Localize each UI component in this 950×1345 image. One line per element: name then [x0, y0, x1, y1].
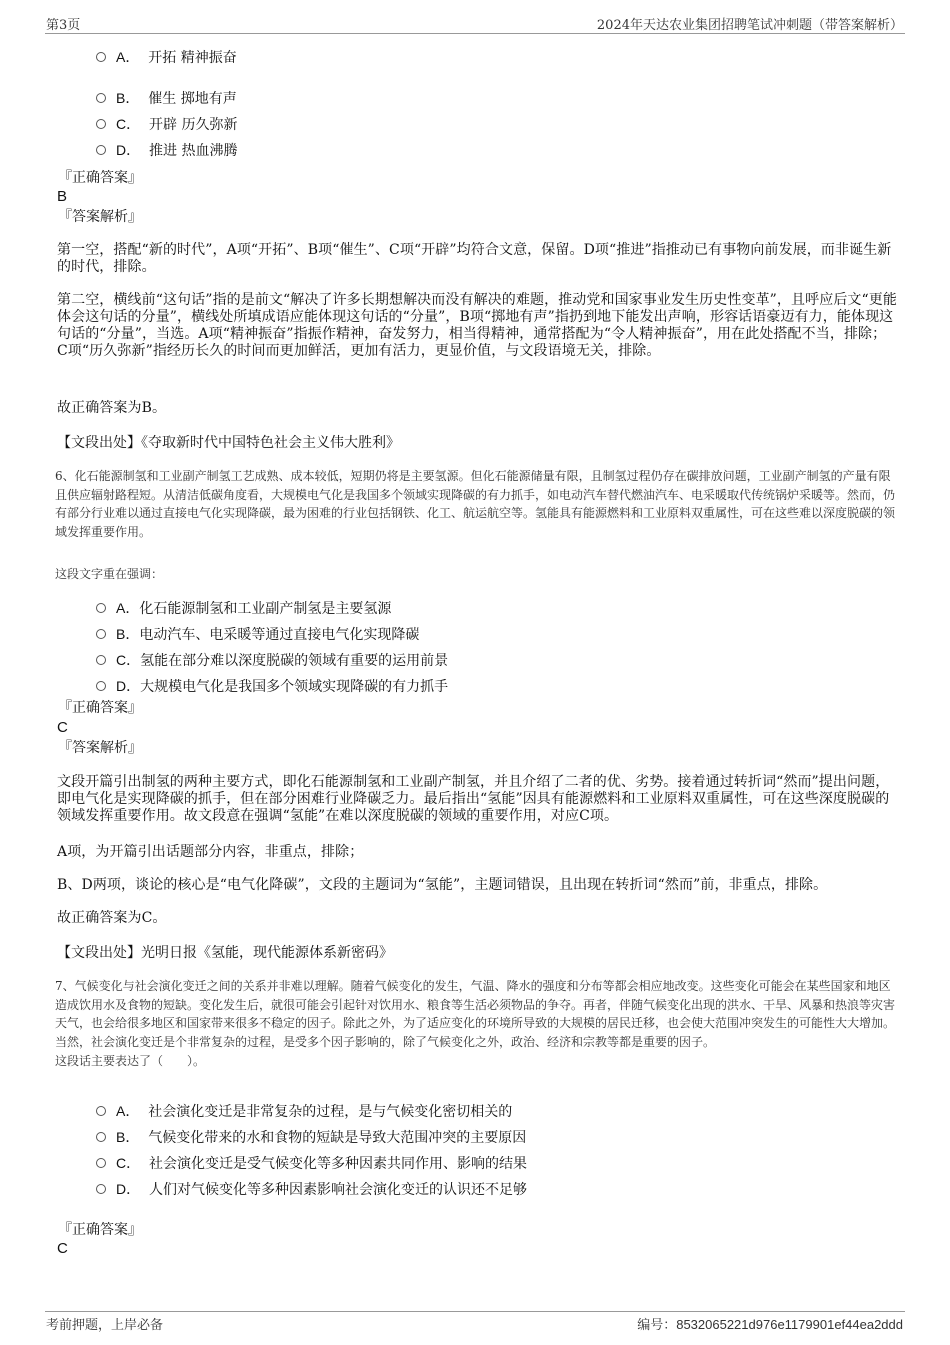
q5-option-a[interactable]: A． 开拓 精神振奋	[96, 48, 237, 67]
question-prompt: 这段文字重在强调：	[55, 567, 164, 581]
q6-option-c[interactable]: C．氢能在部分难以深度脱碳的领域有重要的运用前景	[96, 651, 448, 670]
footer-slogan: 考前押题，上岸必备	[46, 1318, 164, 1333]
analysis-paragraph: 第一空，搭配“新的时代”，A项“开拓”、B项“催生”、C项“开辟”均符合文意，保留。D项“推进”指推动已有事物向前发展，而非诞生新的时代，排除。	[57, 242, 892, 275]
question-stem: 6、化石能源制氢和工业副产制氢工艺成熟、成本较低，短期仍将是主要氢源。但化石能源储量有限，且制氢过程仍存在碳排放问题，工业副产制氢的产量有限且供应辐射路程短。从清洁低碳角度看，大规模电气化是我国多个领域实现降碳的有力抓手，如电动汽车替代燃油汽车、电采暖取代传统锅炉采暖等。然而，仍有部分行业难以通过直接电气化实现降碳，最为困难的行业包括钢铁、化工、航运航空等。氢能具有能源燃料和工业原料双重属性，可在这些难以深度脱碳的领域发挥重要作用。	[55, 469, 896, 539]
analysis-paragraph: B、D两项，谈论的核心是“电气化降碳”，文段的主题词为“氢能”，主题词错误，且出现在转折词“然而”前，非重点，排除。	[57, 877, 828, 893]
q7-option-a[interactable]: A． 社会演化变迁是非常复杂的过程，是与气候变化密切相关的	[96, 1102, 512, 1121]
option-text: 开拓 精神振奋	[148, 50, 237, 66]
radio-icon[interactable]	[96, 119, 106, 129]
source-citation: 【文段出处】《夺取新时代中国特色社会主义伟大胜利》	[57, 435, 400, 451]
radio-icon[interactable]	[96, 145, 106, 155]
option-text: 人们对气候变化等多种因素影响社会演化变迁的认识还不足够	[149, 1182, 528, 1198]
correct-answer: C	[57, 719, 68, 736]
option-text: 氢能在部分难以深度脱碳的领域有重要的运用前景	[140, 653, 449, 669]
radio-icon[interactable]	[96, 629, 106, 639]
q5-option-b[interactable]: B． 催生 掷地有声	[96, 89, 237, 108]
option-text: 开辟 历久弥新	[149, 117, 238, 133]
option-text: 化石能源制氢和工业副产制氢是主要氢源	[139, 601, 392, 617]
radio-icon[interactable]	[96, 655, 106, 665]
page-number: 第3页	[46, 18, 81, 33]
conclusion: 故正确答案为B。	[57, 400, 167, 416]
question-prompt: 这段话主要表达了（ ）。	[55, 1054, 206, 1068]
document-code: 编号：8532065221d976e1179901ef44ea2ddd	[637, 1317, 903, 1333]
correct-answer-label: 『正确答案』	[58, 1222, 142, 1238]
radio-icon[interactable]	[96, 1106, 106, 1116]
radio-icon[interactable]	[96, 52, 106, 62]
option-text: 大规模电气化是我国多个领域实现降碳的有力抓手	[140, 679, 449, 695]
option-text: 社会演化变迁是受气候变化等多种因素共同作用、影响的结果	[149, 1156, 528, 1172]
correct-answer-label: 『正确答案』	[58, 170, 142, 186]
question-stem: 7、气候变化与社会演化变迁之间的关系并非难以理解。随着气候变化的发生，气温、降水的强度和分布等都会相应地改变。这些变化可能会在某些国家和地区造成饮用水及食物的短缺。变化发生后，就很可能会引起针对饮用水、粮食等生活必须物品的争夺。再者，伴随气候变化出现的洪水、干旱、风暴和热浪等灾害天气，也会给很多地区和国家带来很多不稳定的因子。除此之外，为了适应变化的环境所导致的大规模的居民迁移，也会使大范围冲突发生的可能性大大增加。当然，社会演化变迁是个非常复杂的过程，是受多个因子影响的，除了气候变化之外，政治、经济和宗教等都是重要的因子。	[55, 979, 896, 1049]
analysis-paragraph: 第二空，横线前“这句话”指的是前文“解决了许多长期想解决而没有解决的难题，推动党和国家事业发生历史性变革”，且呼应后文“更能体会这句话的分量”，横线处所填成语应能体现这句话的“分量”，B项“掷地有声”指扔到地下能发出声响，形容话语豪迈有力，能体现这句话的“分量”，当选。A项“精神振奋”指振作精神，奋发努力，相当得精神，通常搭配为“令人精神振奋”，用在此处搭配不当，排除；C项“历久弥新”指经历长久的时间而更加鲜活，更加有活力，更显价值，与文段语境无关，排除。	[57, 292, 897, 359]
q6-option-b[interactable]: B．电动汽车、电采暖等通过直接电气化实现降碳	[96, 625, 419, 644]
correct-answer-label: 『正确答案』	[58, 700, 142, 716]
q7-option-c[interactable]: C． 社会演化变迁是受气候变化等多种因素共同作用、影响的结果	[96, 1154, 527, 1173]
option-text: 社会演化变迁是非常复杂的过程，是与气候变化密切相关的	[148, 1104, 513, 1120]
radio-icon[interactable]	[96, 681, 106, 691]
q7-option-b[interactable]: B． 气候变化带来的水和食物的短缺是导致大范围冲突的主要原因	[96, 1128, 526, 1147]
footer-divider	[45, 1311, 905, 1312]
analysis-paragraph: 文段开篇引出制氢的两种主要方式，即化石能源制氢和工业副产制氢，并且介绍了二者的优、劣势。接着通过转折词“然而”提出问题，即电气化是实现降碳的抓手，但在部分困难行业降碳乏力。最后指出“氢能”因具有能源燃料和工业原料双重属性，可在这些深度脱碳的领域发挥重要作用。故文段意在强调“氢能”在难以深度脱碳的领域的重要作用，对应C项。	[57, 774, 890, 824]
option-text: 催生 掷地有声	[148, 91, 237, 107]
radio-icon[interactable]	[96, 1132, 106, 1142]
radio-icon[interactable]	[96, 1184, 106, 1194]
conclusion: 故正确答案为C。	[57, 910, 167, 926]
q5-option-c[interactable]: C． 开辟 历久弥新	[96, 115, 237, 134]
correct-answer: B	[57, 188, 68, 205]
document-title: 2024年天达农业集团招聘笔试冲刺题（带答案解析）	[596, 18, 903, 33]
radio-icon[interactable]	[96, 603, 106, 613]
q5-option-d[interactable]: D． 推进 热血沸腾	[96, 141, 237, 160]
option-text: 气候变化带来的水和食物的短缺是导致大范围冲突的主要原因	[148, 1130, 527, 1146]
q7-option-d[interactable]: D． 人们对气候变化等多种因素影响社会演化变迁的认识还不足够	[96, 1180, 527, 1199]
option-text: 推进 热血沸腾	[149, 143, 238, 159]
option-text: 电动汽车、电采暖等通过直接电气化实现降碳	[139, 627, 420, 643]
q6-option-d[interactable]: D．大规模电气化是我国多个领域实现降碳的有力抓手	[96, 677, 448, 696]
radio-icon[interactable]	[96, 93, 106, 103]
header-divider	[45, 33, 905, 34]
source-citation: 【文段出处】光明日报《氢能，现代能源体系新密码》	[57, 945, 393, 961]
analysis-paragraph: A项，为开篇引出话题部分内容，非重点，排除；	[57, 844, 364, 860]
correct-answer: C	[57, 1240, 68, 1257]
analysis-label: 『答案解析』	[58, 209, 142, 225]
q6-option-a[interactable]: A．化石能源制氢和工业副产制氢是主要氢源	[96, 599, 391, 618]
radio-icon[interactable]	[96, 1158, 106, 1168]
analysis-label: 『答案解析』	[58, 740, 142, 756]
